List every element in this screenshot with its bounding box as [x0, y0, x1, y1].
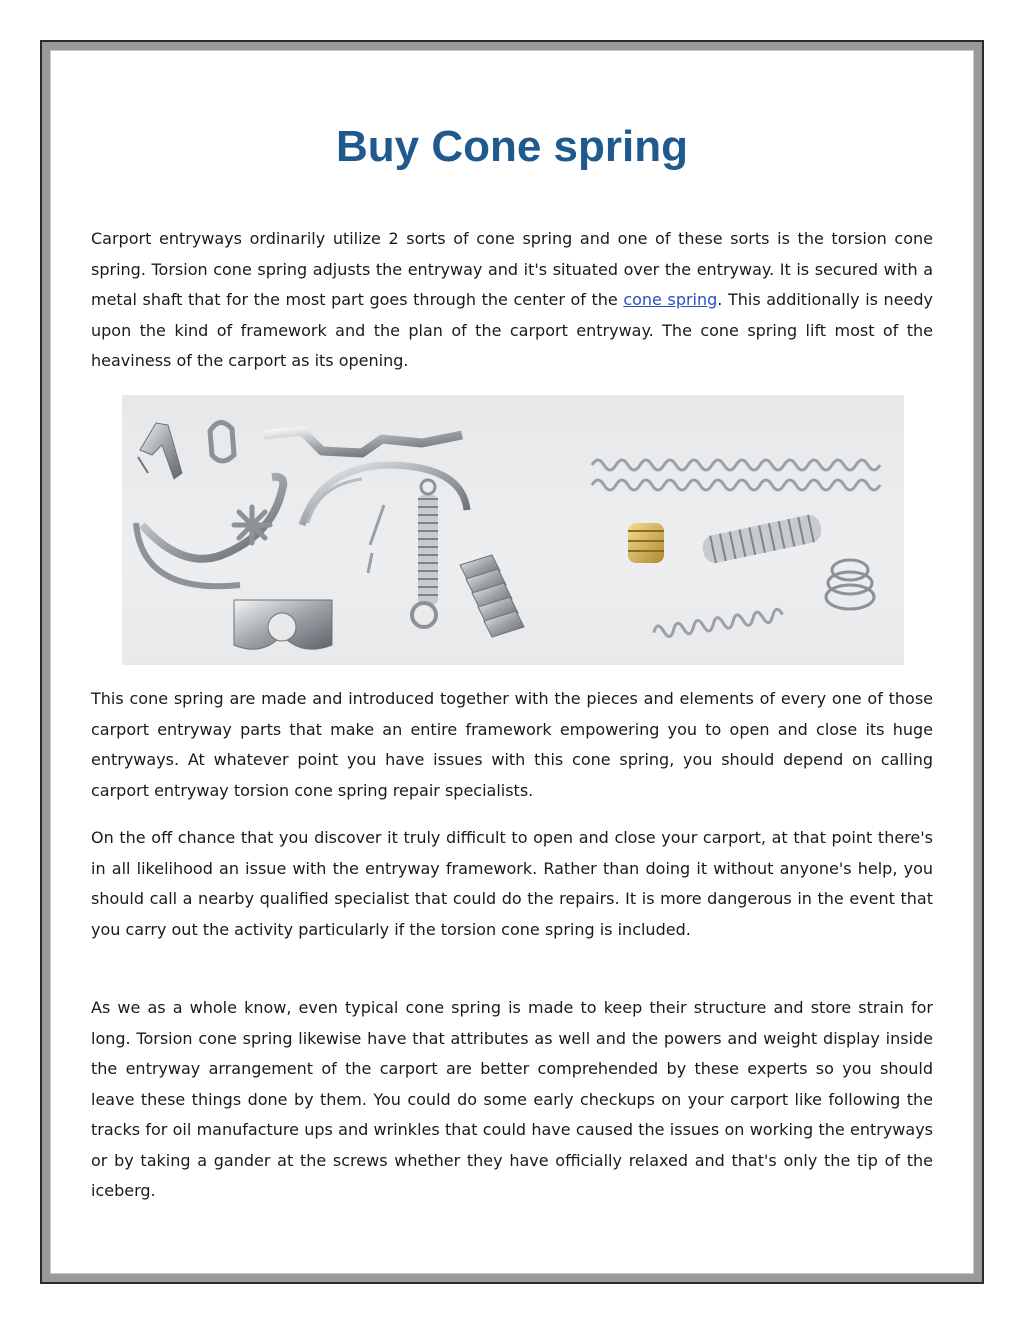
extension-spring-vertical [412, 480, 438, 627]
page-title: Buy Cone spring [335, 122, 689, 171]
intro-text-start: Carport entryways ordinarily utilize 2 sorts of cone spring and one of these sorts is the torsion cone spring. Torsion cone spring adjusts the entryway and it's situated over the entryway. It is secured with a metal shaft that for the most part goes through the center of the [91, 229, 933, 309]
springs-product-photo [122, 395, 904, 665]
cone-spring-link[interactable]: cone spring [623, 290, 718, 309]
paragraph-introduction: This cone spring are made and introduced together with the pieces and elements of every one of those carport entryway parts that make an entire framework empowering you to open and close its huge entryways. At whatever point you have issues with this cone spring, you should depend on calling carport entryway torsion cone spring repair specialists. [91, 689, 933, 800]
large-coil-spring [700, 513, 823, 565]
paragraph-difficulty: On the off chance that you discover it truly difficult to open and close your carport, at that point there's in all likelihood an issue with the entryway framework. Rather than doing it without anyone's help, you should call a nearby qualified specialist that could do the repairs. It is more dangerous in the event that you carry out the activity particularly if the torsion cone spring is included. [91, 828, 933, 939]
springs-illustration [122, 395, 904, 665]
paragraph-experts: As we as a whole know, even typical cone spring is made to keep their structure and store strain for long. Torsion cone spring likewise have that attributes as well and the powers and weight display inside the entryway arrangement of the carport are better comprehended by these experts so you should leave these things done by them. You could do some early checkups on your carport like following the tracks for oil manufacture ups and wrinkles that could have caused the issues on working the entryways or by taking a gander at the screws whether they have officially relaxed and that's only the tip of the iceberg. [91, 998, 933, 1200]
cone-spring-small [826, 560, 874, 609]
intro-text-end: . This additionally is needy upon the kind of framework and the plan of the carport entryway. The cone spring lift most of the heaviness of the carport as its opening. [91, 290, 933, 370]
brass-spring [628, 523, 664, 563]
paragraph-intro [91, 224, 933, 377]
